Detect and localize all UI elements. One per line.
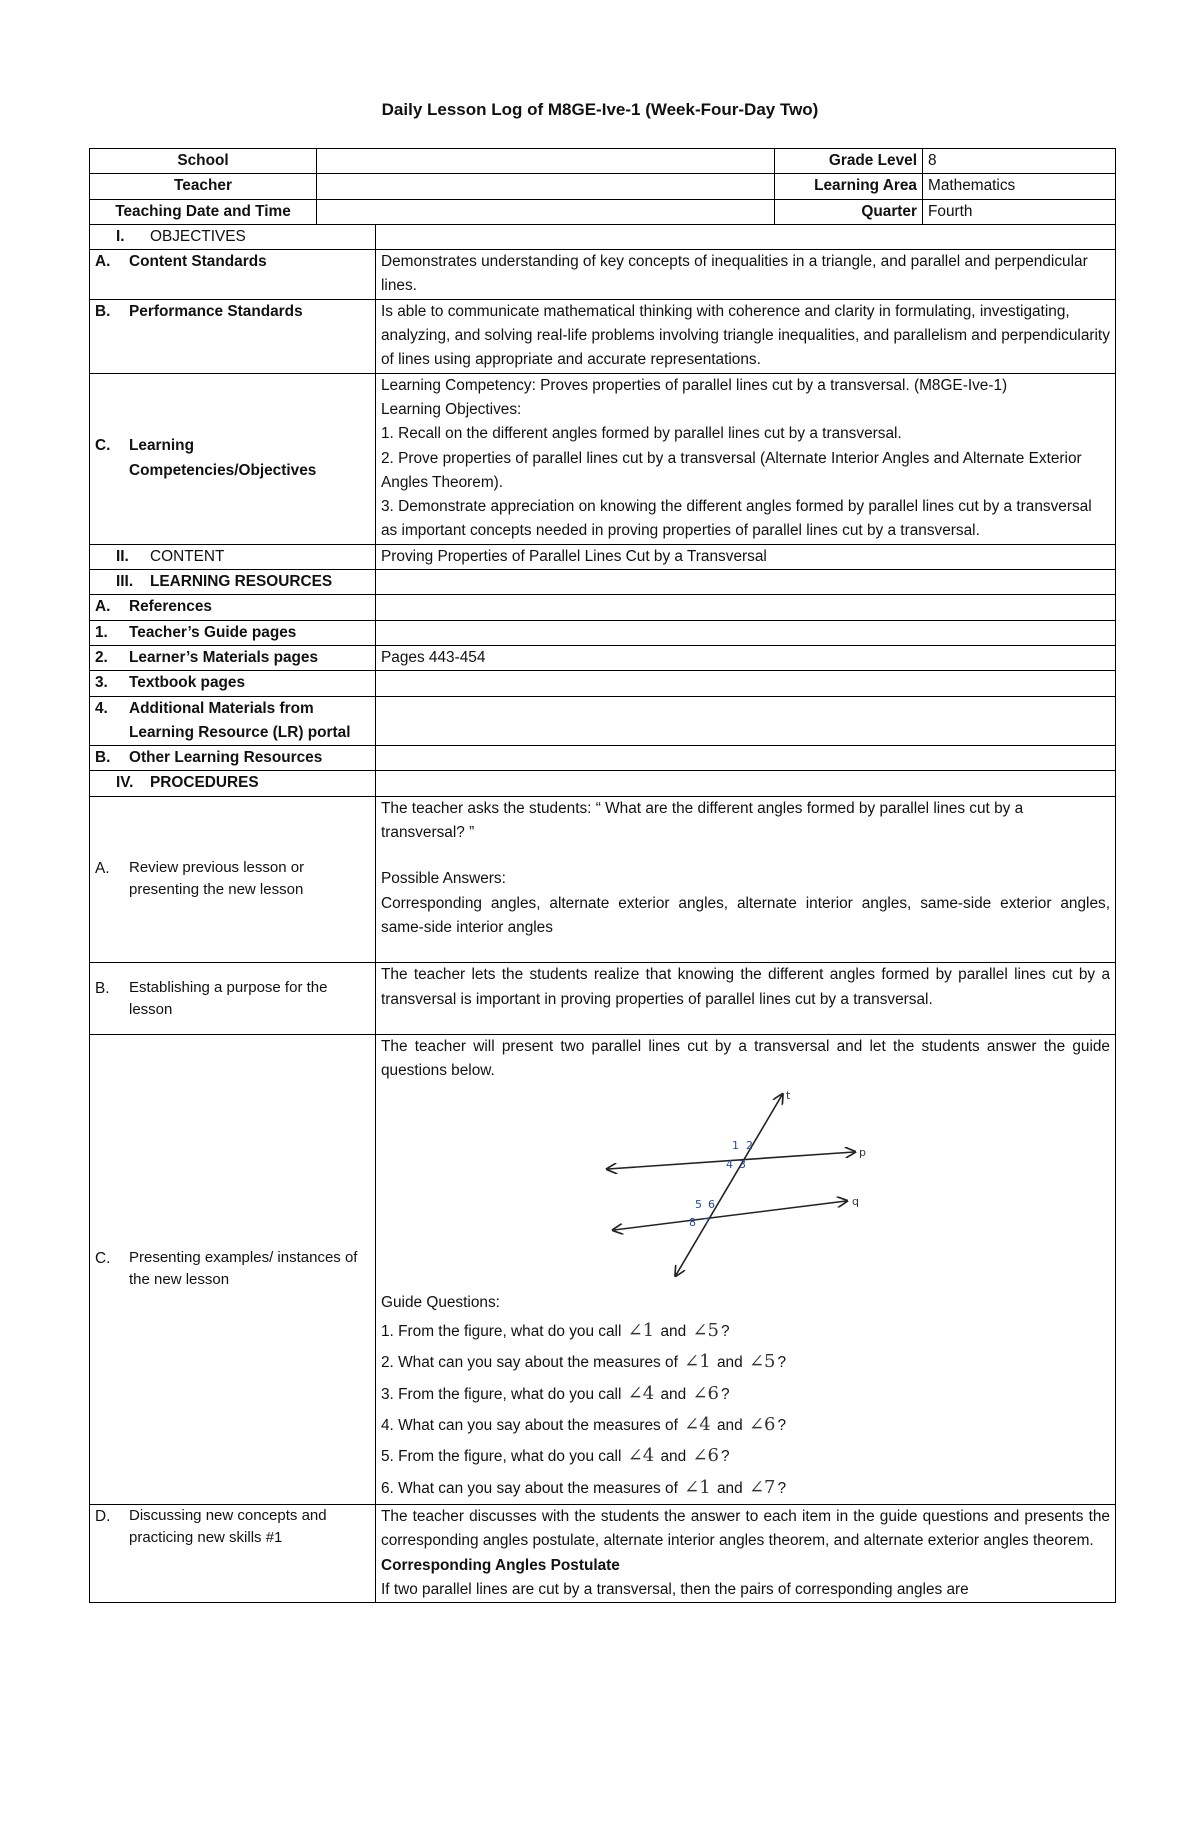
angle-symbol: ∠1: [627, 1319, 655, 1341]
example-intro: The teacher will present two parallel lines cut by a transversal and let the students answer the guide questions below.: [381, 1037, 1110, 1080]
guide-questions-list: [381, 1316, 1110, 1504]
quarter-label: Quarter: [775, 199, 923, 224]
section-mark: IV.: [116, 774, 134, 792]
question-text: 4. What can you say about the measures of: [381, 1416, 678, 1434]
grade-level-value: 8: [923, 149, 1116, 174]
procedure-b-row: [90, 963, 1116, 1035]
item-mark: B.: [95, 979, 110, 997]
item-label: Textbook pages: [129, 674, 246, 692]
item-label: Other Learning Resources: [129, 749, 323, 767]
learning-area-label: Learning Area: [775, 174, 923, 199]
angle-symbol: ∠1: [684, 1351, 711, 1373]
label-t: t: [785, 1089, 790, 1103]
objectives-row: [90, 224, 1116, 249]
resource-value: [376, 620, 1116, 645]
question-text: 6. What can you say about the measures of: [381, 1479, 678, 1497]
angle-symbol: ∠4: [627, 1382, 655, 1404]
question-mark: ?: [721, 1448, 730, 1466]
angle-6: 6: [707, 1198, 715, 1212]
resource-row: [90, 696, 1116, 746]
question-mark: ?: [777, 1354, 787, 1372]
content-standards-text: Demonstrates understanding of key concepts of inequalities in a triangle, and parallel and perpendicular lines.: [376, 250, 1116, 300]
item-label: Additional Materials from Learning Resource (LR) portal: [129, 699, 351, 741]
lesson-log-table: [89, 148, 1116, 1603]
competencies-row: [90, 373, 1116, 544]
resource-row: [90, 671, 1116, 696]
parallel-lines-diagram: [596, 1085, 896, 1285]
angle-2: 2: [745, 1139, 753, 1153]
guide-question: [381, 1410, 1110, 1441]
angle-symbol: ∠7: [748, 1476, 776, 1498]
resource-row: [90, 620, 1116, 645]
question-text: 3. From the figure, what do you call: [381, 1385, 622, 1403]
document-title: Daily Lesson Log of M8GE-Ive-1 (Week-Four-Day Two): [381, 100, 819, 119]
content-text: Proving Properties of Parallel Lines Cut by a Transversal: [376, 544, 1116, 569]
guide-question: [381, 1347, 1110, 1378]
angle-3: 3: [738, 1158, 746, 1172]
resource-heading: [95, 595, 370, 619]
section-label: OBJECTIVES: [150, 227, 246, 245]
spacer: [381, 845, 1110, 867]
postulate-text: If two parallel lines are cut by a transversal, then the pairs of corresponding angles are: [381, 1581, 969, 1599]
objective-item: 1. Recall on the different angles formed by parallel lines cut by a transversal.: [381, 425, 902, 443]
item-mark: A.: [95, 253, 111, 271]
teacher-label: Teacher: [90, 174, 317, 199]
angle-7: 7: [702, 1216, 710, 1230]
resource-value: [376, 671, 1116, 696]
question-mark: ?: [721, 1322, 730, 1340]
item-mark: D.: [95, 1508, 111, 1526]
resource-heading: [95, 646, 370, 670]
date-row: [90, 199, 1116, 224]
procedures-blank: [376, 771, 1116, 796]
resource-row: [90, 746, 1116, 771]
school-row: [90, 149, 1116, 174]
question-conjunction: and: [660, 1322, 687, 1340]
item-mark: 1.: [95, 623, 108, 641]
item-label: Learning Competencies/Objectives: [129, 437, 317, 479]
resources-heading: [116, 570, 370, 594]
question-conjunction: and: [716, 1416, 743, 1434]
item-mark: C.: [95, 1250, 111, 1268]
quarter-value: Fourth: [923, 199, 1116, 224]
item-mark: 2.: [95, 648, 108, 666]
question-conjunction: and: [660, 1385, 687, 1403]
answers-text: Corresponding angles, alternate exterior angles, alternate interior angles, same-side exterior angles, same-side interior angles: [381, 894, 1110, 936]
postulate-heading: Corresponding Angles Postulate: [381, 1556, 620, 1574]
item-label: Review previous lesson or presenting the new lesson: [129, 859, 305, 899]
question-text: 2. What can you say about the measures of: [381, 1354, 678, 1372]
section-mark: II.: [116, 547, 129, 565]
question-conjunction: and: [716, 1479, 743, 1497]
school-field[interactable]: [317, 149, 775, 174]
resource-heading: [95, 671, 370, 695]
item-mark: 4.: [95, 699, 108, 717]
section-mark: I.: [116, 227, 125, 245]
content-row: [90, 544, 1116, 569]
objective-item: 3. Demonstrate appreciation on knowing the different angles formed by parallel lines cut by a transversal as important concepts needed in proving properties of parallel lines cut by a transversal.: [381, 498, 1092, 540]
objectives-subheading: Learning Objectives:: [381, 400, 522, 418]
transversal-figure: [381, 1085, 1110, 1287]
section-label: PROCEDURES: [150, 774, 259, 792]
question-mark: ?: [777, 1416, 787, 1434]
transversal-t: [676, 1095, 782, 1275]
angle-5: 5: [694, 1198, 702, 1212]
answers-heading: Possible Answers:: [381, 870, 506, 888]
objective-item: 2. Prove properties of parallel lines cut by a transversal (Alternate Interior Angles and Alternate Exterior Angles Theorem).: [381, 449, 1082, 491]
teaching-date-field[interactable]: [317, 199, 775, 224]
resource-value: [376, 696, 1116, 746]
question-mark: ?: [777, 1479, 787, 1497]
teacher-row: [90, 174, 1116, 199]
procedure-a-row: [90, 796, 1116, 962]
angle-4: 4: [725, 1158, 733, 1172]
angle-symbol: ∠4: [684, 1413, 711, 1435]
procedure-a-cell: [376, 796, 1116, 962]
item-mark: B.: [95, 302, 111, 320]
resource-value: Pages 443-454: [376, 645, 1116, 670]
label-q: q: [851, 1195, 859, 1209]
grade-level-label: Grade Level: [775, 149, 923, 174]
angle-symbol: ∠5: [692, 1319, 720, 1341]
question-text: 5. From the figure, what do you call: [381, 1448, 622, 1466]
resource-row: [90, 595, 1116, 620]
item-mark: A.: [95, 860, 110, 878]
performance-standards-text: Is able to communicate mathematical thinking with coherence and clarity in formulating, investigating, analyzing, and solving real-life problems involving triangle inequalities, and parallelism and perpendicularity of lines using appropriate and accurate representations.: [376, 299, 1116, 373]
performance-standards-heading: [95, 300, 370, 324]
resource-row: [90, 645, 1116, 670]
guide-heading: Guide Questions:: [381, 1294, 500, 1312]
item-label: Performance Standards: [129, 302, 303, 320]
resource-heading: [95, 697, 370, 746]
procedure-b-cell: [376, 963, 1116, 1035]
procedure-c-cell: [376, 1034, 1116, 1504]
guide-question: [381, 1473, 1110, 1504]
item-label: Presenting examples/ instances of the new lesson: [129, 1249, 358, 1289]
question-mark: ?: [721, 1385, 730, 1403]
item-label: Establishing a purpose for the lesson: [129, 978, 328, 1018]
angle-1: 1: [731, 1139, 739, 1153]
angle-symbol: ∠1: [684, 1476, 711, 1498]
learning-area-value: Mathematics: [923, 174, 1116, 199]
guide-question: [381, 1316, 1110, 1347]
item-mark: A.: [95, 598, 111, 616]
competencies-cell: [376, 373, 1116, 544]
procedure-b-heading: [95, 977, 370, 1021]
question-text: 1. From the figure, what do you call: [381, 1322, 622, 1340]
resource-heading: [95, 621, 370, 645]
objectives-heading: [116, 225, 370, 249]
angle-symbol: ∠5: [748, 1351, 776, 1373]
content-heading: [116, 545, 370, 569]
procedure-d-row: [90, 1505, 1116, 1603]
item-mark: C.: [95, 437, 111, 455]
item-label: References: [129, 598, 212, 616]
angle-symbol: ∠4: [627, 1445, 655, 1467]
competencies-heading: [95, 434, 370, 483]
item-label: Teacher’s Guide pages: [129, 623, 297, 641]
content-standards-heading: [95, 250, 370, 274]
angle-symbol: ∠6: [748, 1413, 776, 1435]
guide-question: [381, 1379, 1110, 1410]
item-label: Discussing new concepts and practicing new skills #1: [129, 1507, 327, 1547]
resources-blank: [376, 570, 1116, 595]
section-label: LEARNING RESOURCES: [150, 573, 333, 591]
question-conjunction: and: [716, 1354, 743, 1372]
procedure-c-heading: [95, 1247, 370, 1291]
angle-symbol: ∠6: [692, 1445, 720, 1467]
section-mark: III.: [116, 573, 134, 591]
item-mark: B.: [95, 749, 111, 767]
learning-competency: Learning Competency: Proves properties of parallel lines cut by a transversal. (M8GE-Ive-1): [381, 376, 1008, 394]
procedure-d-cell: [376, 1505, 1116, 1603]
resource-value: [376, 746, 1116, 771]
item-mark: 3.: [95, 674, 108, 692]
procedures-heading: [116, 771, 370, 795]
item-label: Content Standards: [129, 253, 267, 271]
question-conjunction: and: [660, 1448, 687, 1466]
section-label: CONTENT: [150, 547, 225, 565]
teacher-field[interactable]: [317, 174, 775, 199]
review-question: The teacher asks the students: “ What are the different angles formed by parallel lines cut by a transversal? ”: [381, 799, 1024, 842]
resources-row: [90, 570, 1116, 595]
procedure-a-heading: [95, 857, 370, 901]
discussion-text: The teacher discusses with the students the answer to each item in the guide questions and presents the corresponding angles postulate, alternate interior angles theorem, and alternate exterior angles theorem.: [381, 1508, 1110, 1550]
line-q: [614, 1201, 846, 1230]
procedure-c-row: [90, 1034, 1116, 1504]
angle-symbol: ∠6: [692, 1382, 720, 1404]
angle-8: 8: [688, 1216, 696, 1230]
item-label: Learner’s Materials pages: [129, 648, 319, 666]
objectives-blank: [376, 224, 1116, 249]
school-label: School: [90, 149, 317, 174]
resource-heading: [95, 746, 370, 770]
performance-standards-row: [90, 299, 1116, 373]
procedure-d-heading: [95, 1505, 370, 1549]
content-standards-row: [90, 250, 1116, 300]
guide-question: [381, 1441, 1110, 1472]
resource-value: [376, 595, 1116, 620]
teaching-date-label: Teaching Date and Time: [90, 199, 317, 224]
procedures-row: [90, 771, 1116, 796]
label-p: p: [858, 1146, 866, 1160]
purpose-text: The teacher lets the students realize that knowing the different angles formed by parallel lines cut by a transversal is important in proving properties of parallel lines cut by a transversal.: [381, 966, 1110, 1008]
